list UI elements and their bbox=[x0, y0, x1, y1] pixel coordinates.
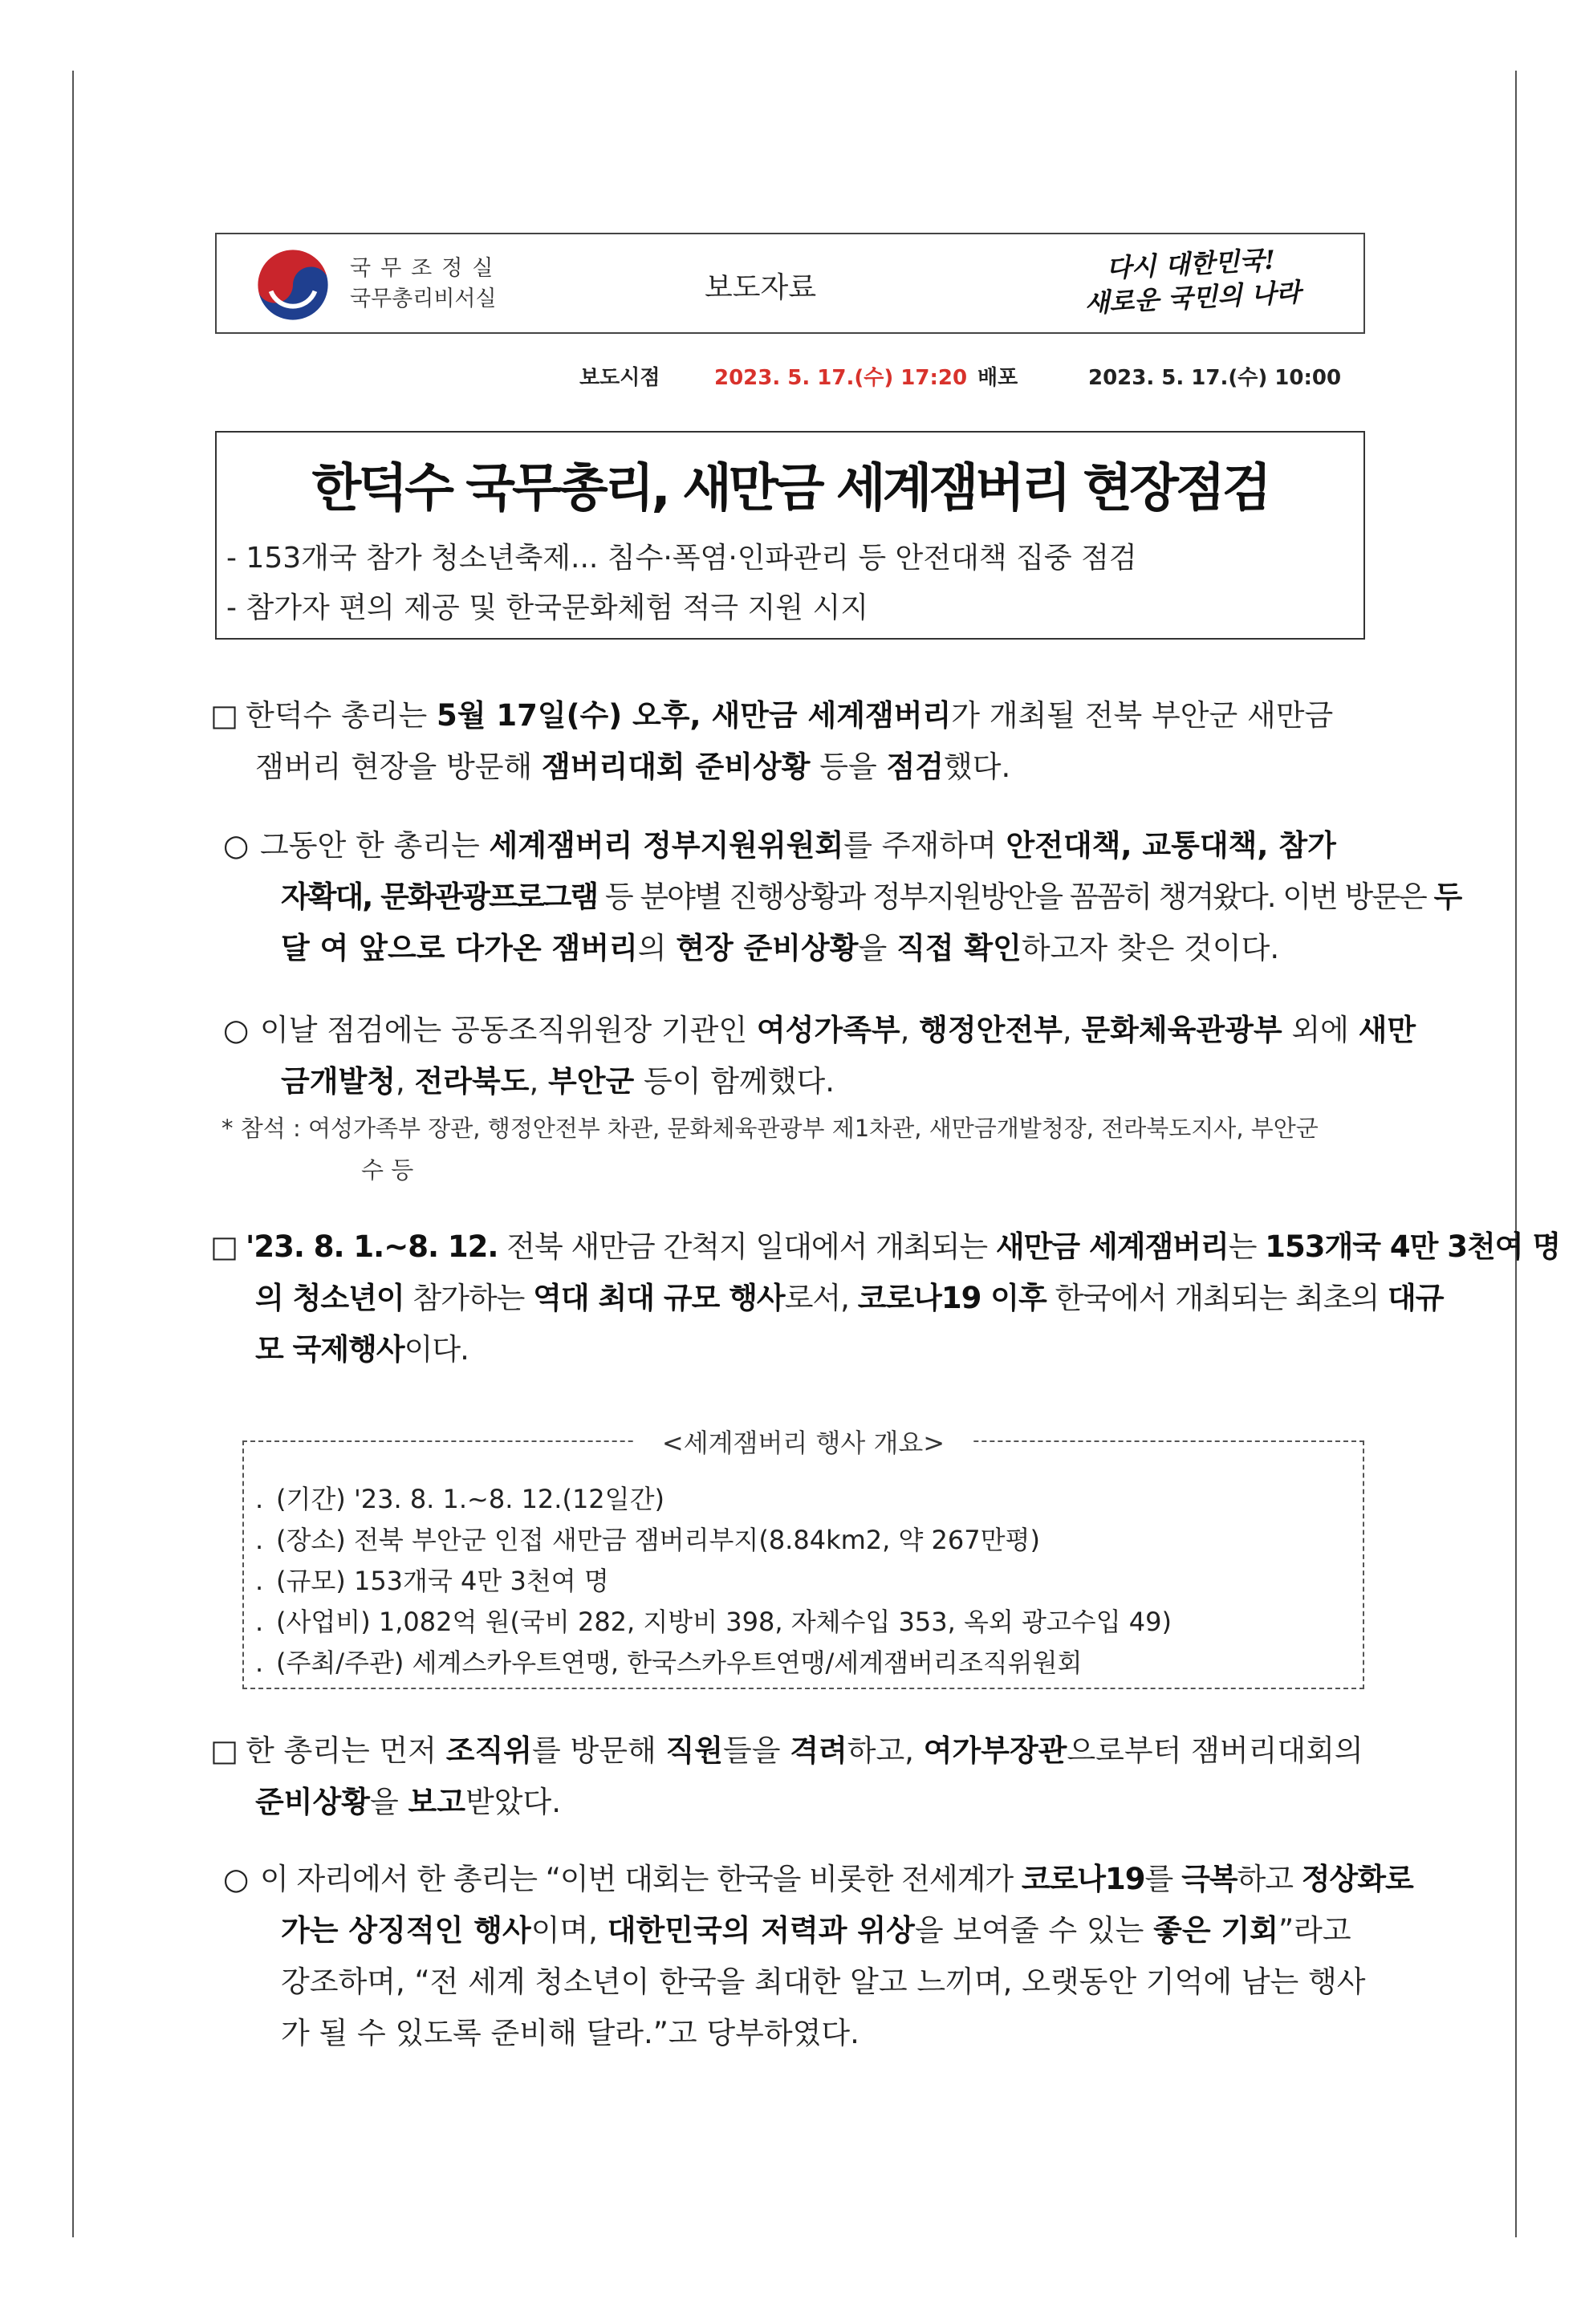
square-bullet: □ bbox=[210, 1229, 238, 1264]
circle-bullet: ○ bbox=[223, 1013, 250, 1047]
attendee-note-cont: 수 등 bbox=[361, 1156, 414, 1184]
page-margin-left bbox=[72, 71, 74, 2237]
attendee-note: * 참석 : 여성가족부 장관, 행정안전부 차관, 문화체육관광부 제1차관, 새만금개발청장, 전라북도지사, 부안군 bbox=[221, 1115, 1319, 1142]
org-name-main: 국무조정실 bbox=[350, 256, 503, 281]
taegeuk-emblem-icon bbox=[254, 246, 332, 324]
overview-item: . (기간) '23. 8. 1.~8. 12.(12일간) bbox=[255, 1484, 664, 1514]
overview-item: . (규모) 153개국 4만 3천여 명 bbox=[255, 1566, 609, 1596]
slogan-line2: 새로운 국민의 나라 bbox=[1083, 276, 1302, 319]
page-margin-right bbox=[1515, 71, 1517, 2237]
circle-bullet: ○ bbox=[223, 1862, 250, 1896]
overview-item: . (주최/주관) 세계스카우트연맹, 한국스카우트연맹/세계잼버리조직위원회 bbox=[255, 1648, 1083, 1678]
slogan-line1: 다시 대한민국! bbox=[1105, 244, 1277, 284]
doc-type: 보도자료 bbox=[705, 271, 817, 304]
overview-list bbox=[255, 1479, 1172, 1684]
circle-bullet: ○ bbox=[223, 828, 250, 863]
square-bullet: □ bbox=[210, 1733, 238, 1768]
org-name-sub: 국무총리비서실 bbox=[350, 286, 497, 311]
body-paragraph-6: 이 자리에서 한 총리는 “이번 대회는 한국을 비롯한 전세계가 코로나19를 극복하고 정상화로 가는 상징적인 행사이며, 대한민국의 저력과 위상을 보여줄 수 있는 좋은 기회”라고 강조하며, “전 세계 청소년이 한국을 최대한 알고 느끼며, 오랫동안 기억에 남는 행사 가 될 수 있도록 준비해 달라.”고 당부하였다. bbox=[260, 1862, 1413, 2050]
subheadline-1: - 153개국 참가 청소년축제... 침수·폭염·인파관리 등 안전대책 집중 점검 bbox=[226, 542, 1137, 575]
release-value: 2023. 5. 17.(수) 10:00 bbox=[1088, 366, 1342, 390]
body-paragraph-5: 한 총리는 먼저 조직위를 방문해 직원들을 격려하고, 여가부장관으로부터 잼버리대회의 준비상황을 보고받았다. bbox=[246, 1733, 1363, 1819]
jamboree-overview-box bbox=[242, 1428, 1364, 1689]
overview-item: . (장소) 전북 부안군 인접 새만금 잼버리부지(8.84km2, 약 267만평) bbox=[255, 1525, 1040, 1555]
press-release-header bbox=[215, 233, 1365, 334]
headline-box bbox=[215, 431, 1365, 640]
body-paragraph-3: 이날 점검에는 공동조직위원장 기관인 여성가족부, 행정안전부, 문화체육관광부 외에 새만 금개발청, 전라북도, 부안군 등이 함께했다. bbox=[260, 1013, 1416, 1099]
slogan-handwritten bbox=[1050, 240, 1334, 322]
headline: 한덕수 국무총리, 새만금 세계잼버리 현장점검 bbox=[311, 459, 1269, 518]
release-label: 배포 bbox=[977, 366, 1018, 390]
body-paragraph-2: 그동안 한 총리는 세계잼버리 정부지원위원회를 주재하며 안전대책, 교통대책, 참가 자확대, 문화관광프로그램 등 분야별 진행상황과 정부지원방안을 꼼꼼히 챙겨왔다. 이번 방문은 두 달 여 앞으로 다가온 잼버리의 현장 준비상황을 직접 확인하고자 찾은 것이다. bbox=[260, 828, 1461, 965]
org-name bbox=[350, 254, 502, 315]
overview-item: . (사업비) 1,082억 원(국비 282, 지방비 398, 자체수입 353, 옥외 광고수입 49) bbox=[255, 1607, 1172, 1637]
subheadline-2: - 참가자 편의 제공 및 한국문화체험 적극 지원 시지 bbox=[226, 591, 869, 624]
overview-title: <세계잼버리 행사 개요> bbox=[244, 1423, 1363, 1460]
body-paragraph-4: '23. 8. 1.~8. 12. 전북 새만금 간척지 일대에서 개최되는 새만금 세계잼버리는 153개국 4만 3천여 명 의 청소년이 참가하는 역대 최대 규모 행사로서, 코로나19 이후 한국에서 개최되는 최초의 대규 모 국제행사이다. bbox=[246, 1229, 1561, 1367]
square-bullet: □ bbox=[210, 698, 238, 733]
embargo-value: 2023. 5. 17.(수) 17:20 bbox=[714, 366, 968, 390]
body-paragraph-1: 한덕수 총리는 5월 17일(수) 오후, 새만금 세계잼버리가 개최될 전북 부안군 새만금 잼버리 현장을 방문해 잼버리대회 준비상황 등을 점검했다. bbox=[246, 698, 1334, 784]
embargo-label: 보도시점 bbox=[579, 366, 660, 390]
